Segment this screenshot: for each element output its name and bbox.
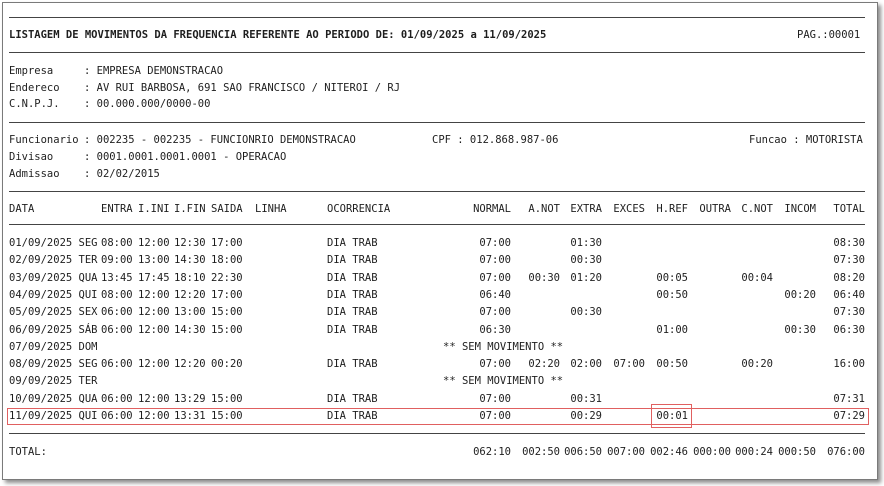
- totals-label: TOTAL:: [9, 446, 47, 458]
- cell-href: 01:00: [656, 324, 688, 336]
- cell-data: 08/09/2025 SEG: [9, 358, 98, 370]
- cell-iini: 12:00: [138, 358, 170, 370]
- cell-cnot: 00:04: [741, 272, 773, 284]
- cell-saida: 15:00: [211, 393, 243, 405]
- cell-ifin: 13:31: [174, 410, 206, 422]
- rule-employee: [9, 191, 865, 192]
- no-movement-note: ** SEM MOVIMENTO **: [443, 375, 564, 387]
- cell-normal: 07:00: [479, 306, 511, 318]
- rule-header: [9, 52, 865, 53]
- cell-ocorrencia: DIA TRAB: [327, 358, 378, 370]
- cell-data: 07/09/2025 DOM: [9, 341, 98, 353]
- column-header-href: H.REF: [656, 203, 688, 215]
- empresa-value: : EMPRESA DEMONSTRACAO: [84, 65, 224, 77]
- endereco-label: Endereco: [9, 82, 60, 94]
- cell-entra: 08:00: [101, 237, 133, 249]
- no-movement-note: ** SEM MOVIMENTO **: [443, 341, 564, 353]
- cell-total: 07:31: [833, 393, 865, 405]
- cell-entra: 06:00: [101, 393, 133, 405]
- cell-iini: 12:00: [138, 237, 170, 249]
- column-header-normal: NORMAL: [473, 203, 511, 215]
- cell-total: 07:30: [833, 254, 865, 266]
- cell-total: 06:30: [833, 324, 865, 336]
- cell-ifin: 12:20: [174, 289, 206, 301]
- rule-totals: [9, 433, 865, 434]
- cell-total: 16:00: [833, 358, 865, 370]
- column-header-total: TOTAL: [833, 203, 865, 215]
- cell-normal: 07:00: [479, 410, 511, 422]
- cell-normal: 07:00: [479, 254, 511, 266]
- cell-normal: 07:00: [479, 358, 511, 370]
- cell-ifin: 12:20: [174, 358, 206, 370]
- highlighted-row-box: [7, 408, 869, 425]
- cell-data: 05/09/2025 SEX: [9, 306, 98, 318]
- cnpj-value: : 00.000.000/0000-00: [84, 98, 211, 110]
- cell-iini: 12:00: [138, 410, 170, 422]
- cell-ocorrencia: DIA TRAB: [327, 393, 378, 405]
- total-anot: 002:50: [522, 446, 560, 458]
- admissao-value: : 02/02/2015: [84, 168, 160, 180]
- cell-data: 10/09/2025 QUA: [9, 393, 98, 405]
- cell-ocorrencia: DIA TRAB: [327, 289, 378, 301]
- total-href: 002:46: [650, 446, 688, 458]
- cell-entra: 06:00: [101, 306, 133, 318]
- cell-ocorrencia: DIA TRAB: [327, 324, 378, 336]
- cell-ocorrencia: DIA TRAB: [327, 237, 378, 249]
- rule-company: [9, 122, 865, 123]
- cell-total: 08:20: [833, 272, 865, 284]
- cell-ifin: 14:30: [174, 324, 206, 336]
- total-outra: 000:00: [693, 446, 731, 458]
- cell-data: 02/09/2025 TER: [9, 254, 98, 266]
- cell-extra: 00:30: [570, 254, 602, 266]
- cnpj-label: C.N.P.J.: [9, 98, 60, 110]
- funcionario-value: : 002235 - 002235 - FUNCIONRIO DEMONSTRACAO: [84, 134, 356, 146]
- cell-ifin: 14:30: [174, 254, 206, 266]
- cell-anot: 02:20: [528, 358, 560, 370]
- cell-ifin: 13:29: [174, 393, 206, 405]
- column-header-entra: ENTRA: [101, 203, 133, 215]
- empresa-label: Empresa: [9, 65, 54, 77]
- cell-ocorrencia: DIA TRAB: [327, 306, 378, 318]
- cell-entra: 06:00: [101, 358, 133, 370]
- funcionario-label: Funcionario: [9, 134, 79, 146]
- column-header-incom: INCOM: [784, 203, 816, 215]
- cell-href: 00:05: [656, 272, 688, 284]
- cell-incom: 00:30: [784, 324, 816, 336]
- cell-href: 00:50: [656, 358, 688, 370]
- column-header-ocorrencia: OCORRENCIA: [327, 203, 391, 215]
- total-total: 076:00: [827, 446, 865, 458]
- cell-anot: 00:30: [528, 272, 560, 284]
- column-header-iini: I.INI: [138, 203, 170, 215]
- cell-exces: 07:00: [613, 358, 645, 370]
- cell-extra: 00:30: [570, 306, 602, 318]
- cell-data: 09/09/2025 TER: [9, 375, 98, 387]
- cell-saida: 18:00: [211, 254, 243, 266]
- cell-iini: 12:00: [138, 306, 170, 318]
- cell-extra: 02:00: [570, 358, 602, 370]
- cell-iini: 12:00: [138, 289, 170, 301]
- divisao-label: Divisao: [9, 151, 54, 163]
- column-header-exces: EXCES: [613, 203, 645, 215]
- cell-incom: 00:20: [784, 289, 816, 301]
- total-exces: 007:00: [607, 446, 645, 458]
- cell-href: 00:50: [656, 289, 688, 301]
- column-header-anot: A.NOT: [528, 203, 560, 215]
- column-header-extra: EXTRA: [570, 203, 602, 215]
- column-header-ifin: I.FIN: [174, 203, 206, 215]
- cell-total: 07:29: [833, 410, 865, 422]
- column-header-linha: LINHA: [255, 203, 287, 215]
- cell-extra: 01:30: [570, 237, 602, 249]
- cell-iini: 12:00: [138, 324, 170, 336]
- cell-extra: 00:29: [570, 410, 602, 422]
- total-normal: 062:10: [473, 446, 511, 458]
- column-header-saida: SAIDA: [211, 203, 243, 215]
- cell-extra: 01:20: [570, 272, 602, 284]
- cell-ifin: 13:00: [174, 306, 206, 318]
- cell-saida: 15:00: [211, 324, 243, 336]
- cell-ifin: 12:30: [174, 237, 206, 249]
- highlighted-href-box: [651, 404, 692, 428]
- cell-saida: 15:00: [211, 306, 243, 318]
- cell-iini: 13:00: [138, 254, 170, 266]
- cell-ocorrencia: DIA TRAB: [327, 272, 378, 284]
- cell-entra: 13:45: [101, 272, 133, 284]
- cell-data: 04/09/2025 QUI: [9, 289, 98, 301]
- column-header-data: DATA: [9, 203, 35, 215]
- rule-columns: [9, 224, 865, 225]
- cpf-value: CPF : 012.868.987-06: [432, 134, 559, 146]
- column-header-outra: OUTRA: [699, 203, 731, 215]
- cell-entra: 09:00: [101, 254, 133, 266]
- cell-normal: 07:00: [479, 272, 511, 284]
- cell-cnot: 00:20: [741, 358, 773, 370]
- cell-normal: 07:00: [479, 237, 511, 249]
- cell-data: 03/09/2025 QUA: [9, 272, 98, 284]
- cell-normal: 06:40: [479, 289, 511, 301]
- funcao-value: Funcao : MOTORISTA: [749, 134, 863, 146]
- cell-ifin: 18:10: [174, 272, 206, 284]
- column-header-cnot: C.NOT: [741, 203, 773, 215]
- cell-normal: 07:00: [479, 393, 511, 405]
- total-cnot: 000:24: [735, 446, 773, 458]
- cell-total: 08:30: [833, 237, 865, 249]
- cell-entra: 06:00: [101, 410, 133, 422]
- cell-iini: 12:00: [138, 393, 170, 405]
- cell-saida: 17:00: [211, 237, 243, 249]
- rule-top: [9, 17, 865, 18]
- cell-data: 06/09/2025 SÁB: [9, 324, 98, 336]
- admissao-label: Admissao: [9, 168, 60, 180]
- cell-saida: 22:30: [211, 272, 243, 284]
- cell-data: 01/09/2025 SEG: [9, 237, 98, 249]
- endereco-value: : AV RUI BARBOSA, 691 SAO FRANCISCO / NITEROI / RJ: [84, 82, 401, 94]
- cell-ocorrencia: DIA TRAB: [327, 410, 378, 422]
- cell-iini: 17:45: [138, 272, 170, 284]
- cell-data: 11/09/2025 QUI: [9, 410, 98, 422]
- divisao-value: : 0001.0001.0001.0001 - OPERACAO: [84, 151, 287, 163]
- cell-normal: 06:30: [479, 324, 511, 336]
- page-number: PAG.:00001: [797, 29, 861, 41]
- cell-entra: 06:00: [101, 324, 133, 336]
- cell-saida: 00:20: [211, 358, 243, 370]
- cell-saida: 15:00: [211, 410, 243, 422]
- report-title: LISTAGEM DE MOVIMENTOS DA FREQUENCIA REFERENTE AO PERIODO DE: 01/09/2025 a 11/09/2025: [9, 29, 547, 41]
- total-incom: 000:50: [778, 446, 816, 458]
- cell-ocorrencia: DIA TRAB: [327, 254, 378, 266]
- cell-saida: 17:00: [211, 289, 243, 301]
- cell-total: 07:30: [833, 306, 865, 318]
- cell-entra: 08:00: [101, 289, 133, 301]
- cell-total: 06:40: [833, 289, 865, 301]
- cell-extra: 00:31: [570, 393, 602, 405]
- total-extra: 006:50: [564, 446, 602, 458]
- cell-href: 00:01: [656, 410, 688, 422]
